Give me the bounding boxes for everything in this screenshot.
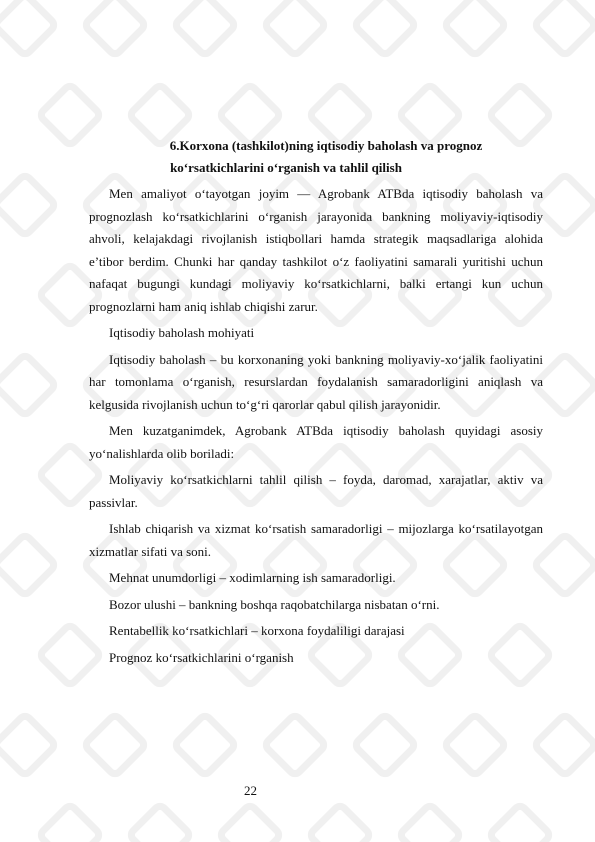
paragraph-definition: Iqtisodiy baholash – bu korxonaning yoki bankning moliyaviy-xo‘jalik faoliyatini har tomonlama o‘rganish, resurslardan foydalanish samaradorligini aniqlash va kelgusida rivojlanish uchun to‘g‘ri qarorlar qabul qilish jarayonidir. [89,351,543,412]
subheading-economic-evaluation: Iqtisodiy baholash mohiyati [109,325,255,340]
list-item-market-share: Bozor ulushi – bankning boshqa raqobatchilarga nisbatan o‘rni. [109,596,440,612]
document-body [89,135,543,673]
list-item-financial-indicators: Moliyaviy ko‘rsatkichlarni tahlil qilish – foyda, daromad, xarajatlar, aktiv va passivlar. [89,472,543,510]
section-title-line-1: 6.Korxona (tashkilot)ning iqtisodiy baholash va prognoz [169,138,483,153]
paragraph-intro: Men amaliyot o‘tayotgan joyim — Agrobank ATBda iqtisodiy baholash va prognozlash ko‘rsatkichlarini o‘rganish jarayonida bankning moliyaviy-iqtisodiy ahvoli, kelajakdagi rivojlanish istiqbollari hamda strategik maqsadlariga alohida e’tibor berdim. Chunki har qanday tashkilot o‘z faoliyatini samarali yuritishi uchun nafaqat bugungi kundagi moliyaviy ko‘rsatkichlarni, balki ertangi kun uchun prognozlarni ham aniq ishlab chiqishi zarur. [89,186,543,314]
list-item-profitability: Rentabellik ko‘rsatkichlari – korxona foydaliligi darajasi [109,623,405,638]
list-item-service-efficiency: Ishlab chiqarish va xizmat ko‘rsatish samaradorligi – mijozlarga ko‘rsatilayotgan xizmatlar sifati va soni. [89,521,543,559]
page-number: 22 [244,783,257,798]
paragraph-directions-intro: Men kuzatganimdek, Agrobank ATBda iqtisodiy baholash quyidagi asosiy yo‘nalishlarda olib boriladi: [89,423,543,461]
section-title [89,135,543,179]
subheading-forecast-indicators: Prognoz ko‘rsatkichlarini o‘rganish [109,649,294,665]
list-item-labor-productivity: Mehnat unumdorligi – xodimlarning ish samaradorligi. [109,570,396,585]
section-title-line-2: ko‘rsatkichlarini o‘rganish va tahlil qilish [170,160,402,175]
